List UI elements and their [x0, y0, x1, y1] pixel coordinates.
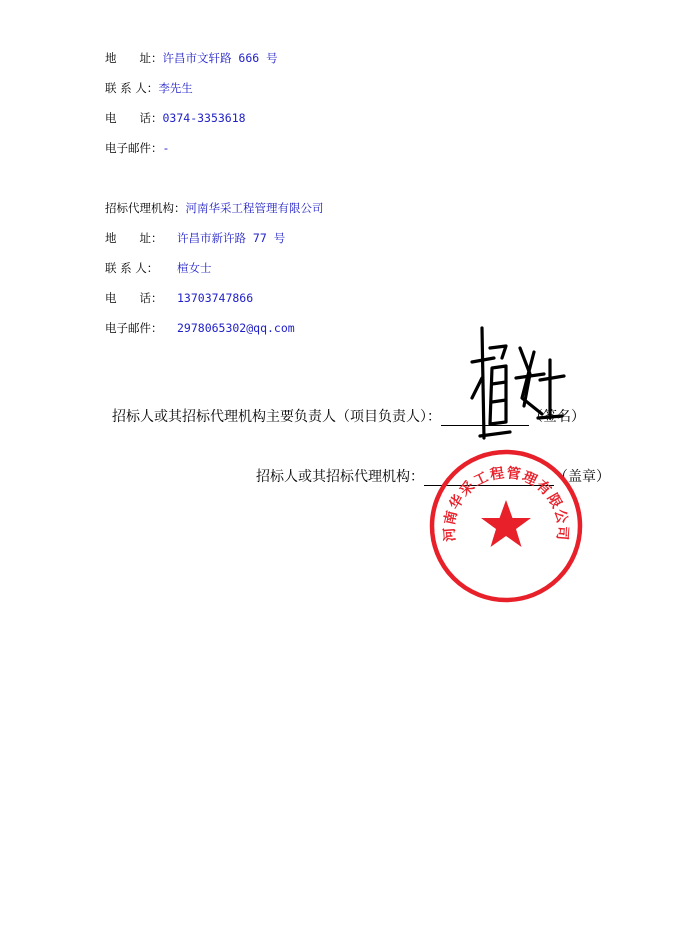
agency-label: 招标代理机构： — [105, 201, 186, 215]
tenderer-contact-row — [105, 81, 193, 95]
address-label: 地 址： — [105, 51, 163, 65]
agency-address-label: 地 址： — [105, 231, 163, 245]
email-label: 电子邮件： — [105, 141, 163, 155]
agency-phone-value: 13703747866 — [177, 291, 254, 305]
address-value: 许昌市文轩路 666 号 — [162, 51, 278, 65]
agency-name-row — [105, 201, 324, 215]
org-suffix: （盖章） — [554, 469, 610, 485]
agency-phone-row — [105, 291, 253, 305]
agency-value: 河南华采工程管理有限公司 — [185, 201, 324, 215]
org-label: 招标人或其招标代理机构： — [256, 469, 424, 485]
agency-email-label: 电子邮件： — [105, 321, 163, 335]
agency-address-row — [105, 231, 285, 245]
principal-label: 招标人或其招标代理机构主要负责人（项目负责人）： — [112, 409, 441, 425]
agency-contact-label: 联 系 人： — [105, 261, 159, 275]
principal-suffix: （签名） — [529, 409, 585, 425]
phone-label: 电 话： — [105, 111, 163, 125]
agency-phone-label: 电 话： — [105, 291, 163, 305]
handwritten-signature — [466, 318, 566, 448]
tenderer-phone-row — [105, 111, 246, 125]
seal-star-icon — [481, 500, 531, 547]
tenderer-email-row — [105, 141, 169, 155]
agency-contact-value: 楦女士 — [177, 261, 212, 275]
contact-label: 联 系 人： — [105, 81, 159, 95]
agency-email-row — [105, 321, 295, 335]
agency-address-value: 许昌市新许路 77 号 — [177, 231, 286, 245]
seal-text: 河南华采工程管理有限公司 — [441, 465, 571, 543]
email-value: - — [162, 141, 170, 155]
phone-value: 0374-3353618 — [162, 111, 246, 125]
tenderer-address-row — [105, 51, 278, 65]
agency-contact-row — [105, 261, 212, 275]
agency-email-value: 2978065302@qq.com — [177, 321, 295, 335]
company-seal — [428, 448, 584, 604]
contact-value: 李先生 — [158, 81, 193, 95]
